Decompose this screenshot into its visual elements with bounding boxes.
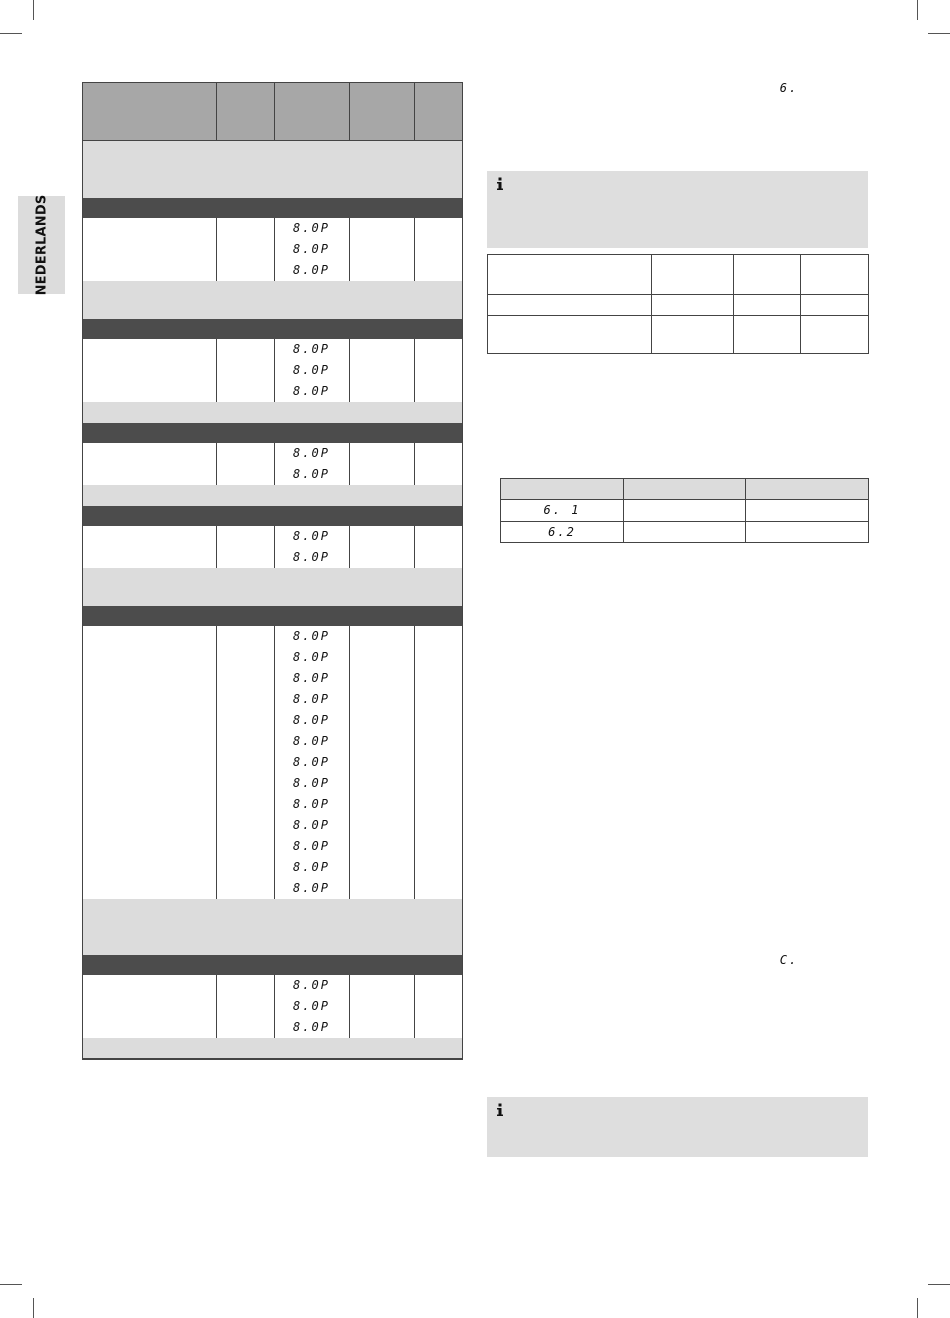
display-code: 8.0P (293, 242, 330, 256)
table-border (487, 254, 869, 354)
table-border (82, 82, 463, 1059)
display-code: 8.0P (293, 384, 330, 398)
code-table (500, 478, 869, 543)
display-code: 6.2 (548, 525, 576, 539)
row-divider (82, 140, 463, 141)
display-symbol: 6. (779, 81, 799, 95)
info-icon (495, 1103, 505, 1117)
display-code: 8.0P (293, 529, 330, 543)
display-code: 8.0P (293, 363, 330, 377)
display-code: 8.0P (293, 839, 330, 853)
info-icon (495, 177, 505, 191)
display-code: 8.0P (293, 221, 330, 235)
crop-mark (0, 1284, 22, 1285)
display-symbol: C. (779, 953, 799, 967)
crop-mark (917, 1298, 918, 1318)
row-divider (82, 1059, 463, 1060)
display-code: 8.0P (293, 999, 330, 1013)
display-code: 6. 1 (543, 503, 581, 517)
display-code: 8.0P (293, 818, 330, 832)
crop-mark (0, 33, 22, 34)
crop-mark (33, 0, 34, 20)
display-code: 8.0P (293, 755, 330, 769)
display-code: 8.0P (293, 776, 330, 790)
info-note (487, 1097, 868, 1157)
display-code: 8.0P (293, 881, 330, 895)
crop-mark (928, 33, 950, 34)
display-code: 8.0P (293, 860, 330, 874)
display-code: 8.0P (293, 692, 330, 706)
display-code: 8.0P (293, 650, 330, 664)
display-code: 8.0P (293, 713, 330, 727)
display-code: 8.0P (293, 342, 330, 356)
display-code: 8.0P (293, 1020, 330, 1034)
display-code: 8.0P (293, 446, 330, 460)
language-tab-label: NEDERLANDS (34, 194, 49, 296)
display-code: 8.0P (293, 797, 330, 811)
crop-mark (33, 1298, 34, 1318)
display-code: 8.0P (293, 550, 330, 564)
crop-mark (928, 1284, 950, 1285)
display-code: 8.0P (293, 263, 330, 277)
settings-table (82, 82, 463, 1066)
display-code: 8.0P (293, 671, 330, 685)
display-code: 8.0P (293, 629, 330, 643)
display-code: 8.0P (293, 467, 330, 481)
display-code: 8.0P (293, 978, 330, 992)
display-code: 8.0P (293, 734, 330, 748)
crop-mark (917, 0, 918, 20)
spec-table (487, 254, 869, 354)
info-note (487, 171, 868, 248)
language-tab (18, 196, 65, 294)
